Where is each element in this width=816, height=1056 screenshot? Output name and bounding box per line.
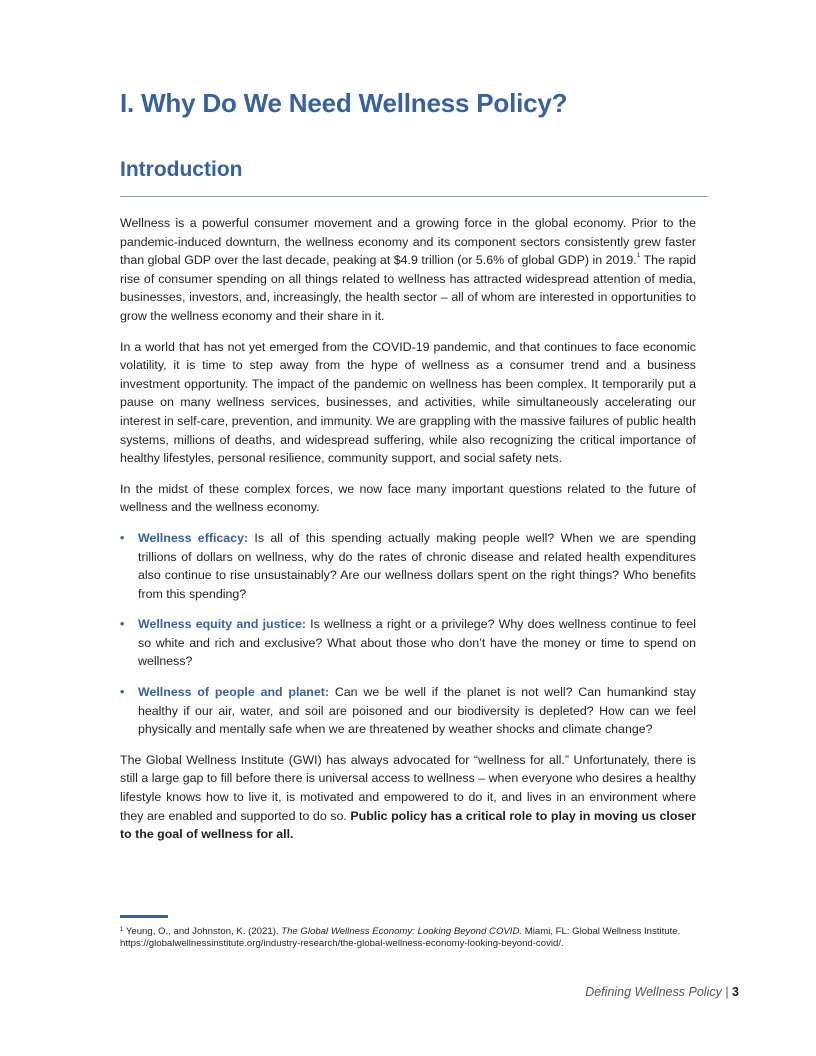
- paragraph: In a world that has not yet emerged from the COVID-19 pandemic, and that continues to face economic volatility, it is time to step away from the hype of wellness as a consumer trend and a business investment opportunity. The impact of the pandemic on wellness has been complex. It temporarily put a pause on many wellness services, businesses, and activities, while simultaneously accelerating our interest in self-care, prevention, and immunity. We are grappling with the massive failures of public health systems, millions of deaths, and widespread suffering, while also recognizing the critical importance of healthy lifestyles, personal resilience, community support, and social safety nets.: [120, 339, 696, 466]
- bullet-icon: •: [120, 530, 125, 545]
- page-number: 3: [732, 985, 739, 999]
- paragraph: In the midst of these complex forces, we now face many important questions related to the future of wellness and the wellness economy.: [120, 481, 696, 515]
- footnote-reference: 1: [636, 252, 641, 260]
- page-footer: [585, 985, 739, 999]
- footer-separator: |: [725, 985, 729, 999]
- key-statement: Public policy has a critical role to play in moving us closer to the goal of wellness for all.: [120, 808, 696, 842]
- footnote-authors: Yeung, O., and Johnston, K. (2021).: [123, 926, 282, 937]
- footnote-divider: [120, 915, 168, 918]
- footnote-number: 1: [120, 927, 124, 933]
- section-heading: Introduction: [120, 158, 243, 181]
- bullet-icon: •: [120, 685, 125, 700]
- paragraph: [120, 751, 696, 844]
- list-item-lead: Wellness efficacy:: [138, 530, 249, 545]
- paragraph: [120, 214, 696, 326]
- paragraph-text: Wellness is a powerful consumer movement and a growing force in the global economy. Prior to the pandemic-induced downturn, the wellness economy and its component sectors consistently grew faster than global GDP over the last decade, peaking at $4.9 trillion (or 5.6% of global GDP) in 2019.: [120, 216, 696, 268]
- list-item: [120, 529, 696, 603]
- list-item: [120, 683, 696, 739]
- list-item-lead: Wellness equity and justice:: [138, 617, 306, 632]
- footnote-title: The Global Wellness Economy: Looking Beyond COVID.: [281, 926, 523, 937]
- bullet-icon: •: [120, 617, 125, 632]
- page-title: I. Why Do We Need Wellness Policy?: [120, 88, 568, 118]
- question-list: [120, 529, 696, 739]
- footnote-source: Miami, FL: Global Wellness Institute. https://globalwellnessinstitute.org/industry-research/the-global-wellness-economy-looking-beyond-covid/.: [120, 926, 681, 949]
- list-item-text: Is all of this spending actually making people well? When we are spending trillions of dollars on wellness, why do the rates of chronic disease and related health expenditures also continue to rise unsustainably? Are our wellness dollars spent on the right things? Who benefits from this spending?: [138, 530, 696, 601]
- list-item-text: Can we be well if the planet is not well? Can humankind stay healthy if our air, water, and soil are poisoned and our biodiversity is depleted? How can we feel physically and mentally safe when we are threatened by weather shocks and climate change?: [138, 685, 697, 737]
- paragraph-text: The rapid rise of consumer spending on all things related to wellness has attracted widespread attention of media, businesses, investors, and, increasingly, the health sector – all of whom are interested in opportunities to grow the wellness economy and their share in it.: [120, 253, 696, 323]
- body-text: [120, 214, 696, 856]
- list-item-text: Is wellness a right or a privilege? Why does wellness continue to feel so white and rich and exclusive? What about those who don’t have the money or time to spend on wellness?: [138, 617, 696, 669]
- section-divider: [120, 196, 708, 197]
- list-item-lead: Wellness of people and planet:: [138, 685, 330, 700]
- footnote: [120, 926, 696, 950]
- list-item: [120, 615, 696, 671]
- footer-doc-title: Defining Wellness Policy: [585, 985, 722, 999]
- paragraph-text: The Global Wellness Institute (GWI) has always advocated for “wellness for all.” Unfortunately, there is still a large gap to fill before there is universal access to wellness – when everyone who desires a healthy lifestyle knows how to live it, is motivated and empowered to do it, and lives in an environment where they are enabled and supported to do so.: [120, 752, 696, 823]
